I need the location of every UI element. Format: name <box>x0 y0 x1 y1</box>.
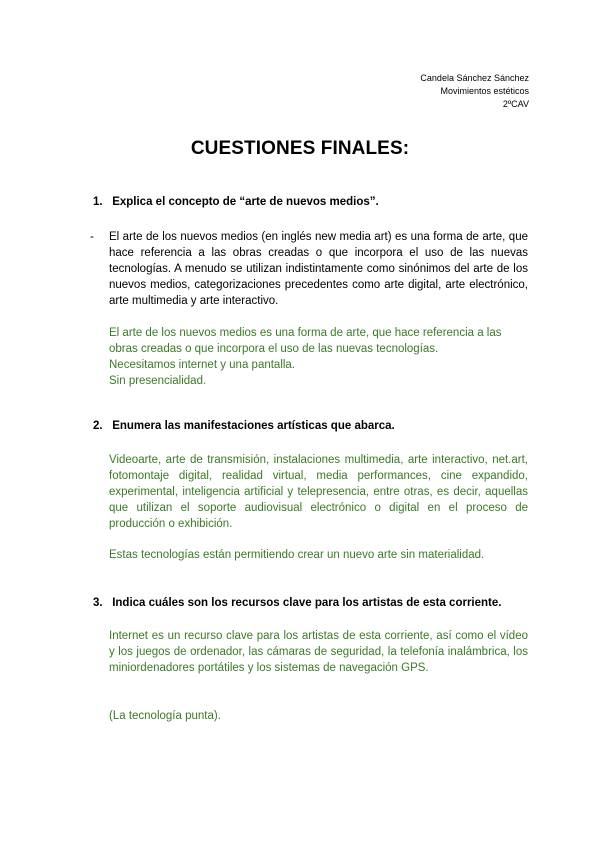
answer-3-note-text: (La tecnología punta). <box>109 710 221 722</box>
answer-1 <box>109 325 528 389</box>
definition-text: El arte de los nuevos medios (en inglés new media art) es una forma de arte, que hace referencia a las obras creadas o que incorpora el uso de las nuevas tecnologías. A menudo se utilizan indistintamente como sinónimos del arte de los nuevos medios, categorizaciones precedentes como arte digital, arte electrónico, arte multimedia y arte interactivo. <box>109 231 528 307</box>
answer-3-note <box>109 708 528 724</box>
document-header <box>420 72 529 111</box>
question-1-number: 1. <box>93 196 103 208</box>
answer-2 <box>109 452 528 532</box>
definition-paragraph <box>109 229 528 309</box>
answer-1-line: Necesitamos internet y una pantalla. <box>109 359 296 371</box>
answer-1-line: El arte de los nuevos medios es una forma de arte, que hace referencia a las <box>109 327 502 339</box>
answer-2-note <box>109 547 528 563</box>
subject-name: Movimientos estéticos <box>440 86 529 96</box>
question-3 <box>93 597 501 609</box>
answer-1-line: obras creadas o que incorpora el uso de las nuevas tecnologías. <box>109 343 439 355</box>
answer-2-text: Videoarte, arte de transmisión, instalaciones multimedia, arte interactivo, net.art, fotomontaje digital, realidad virtual, media performances, cine expandido, experimental, inteligencia artificial y telepresencia, entre otras, es decir, aquellas que utilizan el soporte audiovisual electrónico o digital en el proceso de producción o exhibición. <box>109 454 528 530</box>
course-name: 2ºCAV <box>502 99 529 109</box>
question-2-text: Enumera las manifestaciones artísticas que abarca. <box>112 420 395 432</box>
question-1-text: Explica el concepto de “arte de nuevos medios”. <box>112 196 379 208</box>
author-name: Candela Sánchez Sánchez <box>420 73 529 83</box>
question-2 <box>93 420 395 432</box>
page-title: CUESTIONES FINALES: <box>190 138 410 159</box>
answer-2-note-text: Estas tecnologías están permitiendo crear un nuevo arte sin materialidad. <box>109 549 485 561</box>
answer-3 <box>109 628 528 676</box>
question-1 <box>93 196 379 208</box>
question-3-number: 3. <box>93 597 103 609</box>
bullet-dash: - <box>90 231 94 243</box>
answer-1-line: Sin presencialidad. <box>109 375 207 387</box>
question-2-number: 2. <box>93 420 103 432</box>
question-3-text: Indica cuáles son los recursos clave para los artistas de esta corriente. <box>112 597 502 609</box>
answer-3-text: Internet es un recurso clave para los artistas de esta corriente, así como el vídeo y los juegos de ordenador, las cámaras de seguridad, la telefonía inalámbrica, los miniordenadores portátiles y los sistemas de navegación GPS. <box>109 630 528 674</box>
